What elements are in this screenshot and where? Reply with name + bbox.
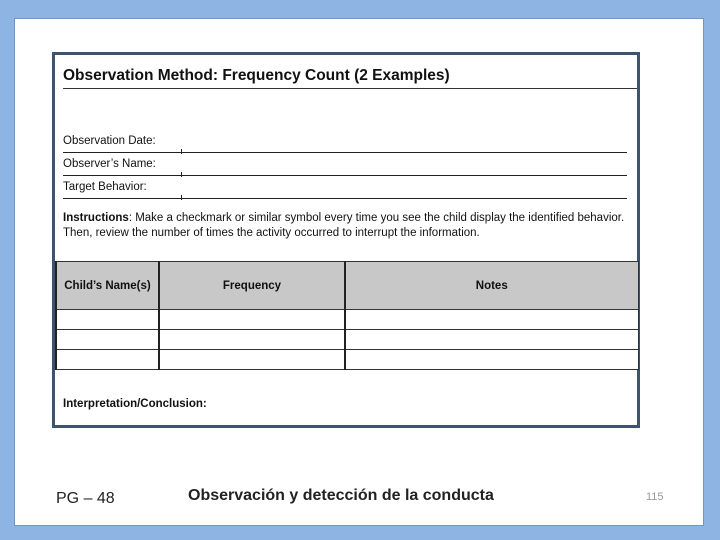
table-row — [56, 350, 638, 370]
observer-name-label: Observer’s Name: — [63, 158, 156, 170]
observation-date-field — [63, 135, 627, 153]
table-cell[interactable] — [56, 310, 159, 330]
target-behavior-field — [63, 181, 627, 199]
instructions — [63, 211, 635, 241]
table-header-row — [56, 262, 638, 310]
observation-form — [52, 52, 640, 428]
table-cell[interactable] — [345, 350, 638, 370]
observation-date-label: Observation Date: — [63, 135, 156, 147]
instructions-text: : Make a checkmark or similar symbol every time you see the child display the identified behavior. Then, review the number of times the activity occurred to interrupt the information. — [63, 212, 625, 239]
field-tick — [181, 149, 182, 154]
frequency-table — [55, 261, 639, 370]
table-row — [56, 330, 638, 350]
table-cell[interactable] — [56, 350, 159, 370]
table-cell[interactable] — [345, 330, 638, 350]
table-cell[interactable] — [345, 310, 638, 330]
interpretation-conclusion-label: Interpretation/Conclusion: — [63, 398, 207, 410]
target-behavior-label: Target Behavior: — [63, 181, 147, 193]
header-childs-name: Child’s Name(s) — [56, 262, 159, 310]
field-tick — [181, 195, 182, 200]
table-row — [56, 310, 638, 330]
footer-page-ref: PG – 48 — [56, 490, 115, 507]
footer-title: Observación y detección de la conducta — [188, 487, 494, 504]
table-cell[interactable] — [159, 310, 345, 330]
instructions-label: Instructions — [63, 212, 129, 224]
form-title: Observation Method: Frequency Count (2 Examples) — [63, 67, 637, 89]
table-cell[interactable] — [56, 330, 159, 350]
slide-number: 115 — [646, 491, 664, 503]
field-tick — [181, 172, 182, 177]
table-cell[interactable] — [159, 350, 345, 370]
observer-name-field — [63, 158, 627, 176]
table-cell[interactable] — [159, 330, 345, 350]
header-notes: Notes — [345, 262, 638, 310]
header-frequency: Frequency — [159, 262, 345, 310]
